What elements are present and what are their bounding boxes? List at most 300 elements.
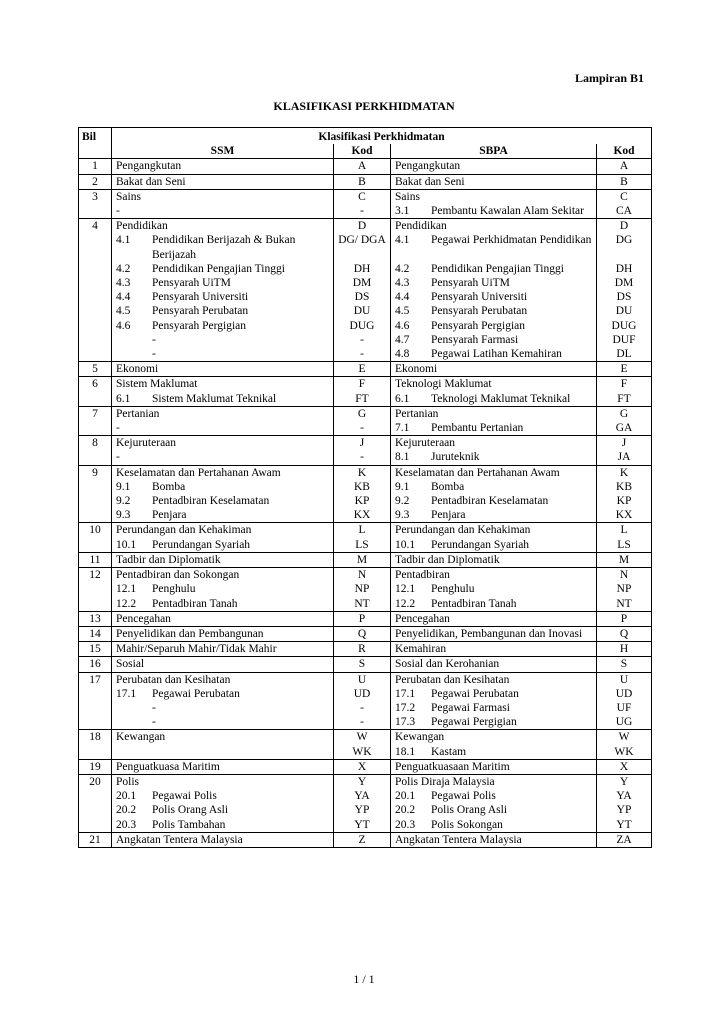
ssm-cell-label: Pendidikan Pengajian Tinggi bbox=[152, 262, 285, 275]
table-row bbox=[79, 189, 652, 204]
sbpa-kod: DL bbox=[616, 348, 632, 361]
sbpa-cell-number: 9.1 bbox=[395, 480, 410, 493]
ssm-kod: B bbox=[358, 175, 366, 188]
ssm-cell-number: 4.6 bbox=[116, 319, 131, 332]
ssm-kod: LS bbox=[355, 538, 369, 551]
sbpa-cell bbox=[391, 582, 597, 596]
ssm-cell bbox=[112, 626, 334, 641]
sbpa-cell bbox=[391, 494, 597, 508]
table-row bbox=[79, 715, 652, 730]
ssm-cell-label bbox=[152, 421, 331, 435]
ssm-cell-label: Mahir/Separuh Mahir/Tidak Mahir bbox=[116, 643, 277, 656]
sbpa-cell-label: Pembantu Kawalan Alam Sekitar bbox=[431, 205, 584, 218]
ssm-cell bbox=[112, 421, 334, 436]
bil-cell bbox=[79, 465, 112, 480]
sbpa-cell-label: Kastam bbox=[431, 745, 467, 758]
ssm-kod-cell bbox=[334, 672, 391, 687]
ssm-kod-cell bbox=[334, 657, 391, 672]
bil-cell bbox=[79, 233, 112, 261]
sbpa-kod: D bbox=[619, 220, 629, 233]
ssm-kod-cell bbox=[334, 494, 391, 508]
sbpa-cell-label: Bomba bbox=[431, 480, 465, 493]
sbpa-cell-label: Pensyarah Perubatan bbox=[431, 305, 528, 318]
sbpa-cell bbox=[391, 803, 597, 817]
sbpa-cell bbox=[391, 159, 597, 174]
bil-cell bbox=[79, 701, 112, 715]
ssm-cell bbox=[112, 759, 334, 774]
bil-number: 12 bbox=[89, 569, 101, 582]
ssm-kod-cell bbox=[334, 436, 391, 451]
ssm-kod-cell bbox=[334, 523, 391, 538]
sbpa-kod: UD bbox=[615, 687, 633, 700]
sbpa-kod-cell bbox=[597, 626, 652, 641]
ssm-cell bbox=[112, 174, 334, 189]
bil-cell bbox=[79, 377, 112, 392]
table-row bbox=[79, 538, 652, 553]
sbpa-kod-cell bbox=[597, 672, 652, 687]
ssm-cell-label: Pendidikan Berijazah & Bukan Berijazah bbox=[152, 234, 296, 261]
sbpa-kod-cell bbox=[597, 421, 652, 436]
sbpa-kod-cell bbox=[597, 568, 652, 583]
ssm-cell-number: 20.3 bbox=[116, 818, 137, 831]
sbpa-cell bbox=[391, 715, 597, 730]
ssm-cell-number: 10.1 bbox=[116, 538, 137, 551]
sbpa-kod-cell bbox=[597, 333, 652, 347]
table-row bbox=[79, 597, 652, 612]
ssm-cell bbox=[112, 304, 334, 318]
table-row bbox=[79, 552, 652, 567]
sbpa-cell-number: 17.2 bbox=[395, 701, 416, 714]
ssm-cell-number: 4.5 bbox=[116, 305, 131, 318]
ssm-kod: - bbox=[360, 205, 364, 218]
sbpa-kod-cell bbox=[597, 642, 652, 657]
ssm-cell-label: Perubatan dan Kesihatan bbox=[116, 673, 231, 686]
ssm-cell-label: Pegawai Polis bbox=[152, 790, 217, 803]
table-row bbox=[79, 582, 652, 596]
ssm-cell bbox=[112, 347, 334, 362]
sbpa-cell-label: Pegawai Latihan Kemahiran bbox=[431, 348, 562, 361]
bil-number: 8 bbox=[92, 437, 98, 450]
sbpa-cell-number: 6.1 bbox=[395, 392, 410, 405]
sbpa-kod: KP bbox=[616, 495, 632, 508]
ssm-cell bbox=[112, 465, 334, 480]
sbpa-kod: L bbox=[620, 524, 628, 537]
ssm-cell-label: Pentadbiran Keselamatan bbox=[152, 495, 270, 508]
sbpa-cell bbox=[391, 611, 597, 626]
sbpa-cell bbox=[391, 523, 597, 538]
ssm-kod: YT bbox=[354, 818, 370, 831]
ssm-cell-label: Pensyarah UiTM bbox=[152, 277, 231, 290]
header-sbpa-kod: Kod bbox=[597, 144, 652, 159]
ssm-kod-cell bbox=[334, 189, 391, 204]
sbpa-kod-cell bbox=[597, 832, 652, 847]
sbpa-cell-label: Polis Diraja Malaysia bbox=[395, 775, 495, 788]
bil-cell bbox=[79, 657, 112, 672]
sbpa-cell-label: Juruteknik bbox=[431, 451, 480, 464]
ssm-cell-number: 9.3 bbox=[116, 509, 131, 522]
sbpa-cell bbox=[391, 538, 597, 553]
sbpa-cell-label: Pencegahan bbox=[395, 612, 450, 625]
sbpa-cell bbox=[391, 304, 597, 318]
sbpa-cell-label: Kewangan bbox=[395, 731, 445, 744]
sbpa-cell bbox=[391, 189, 597, 204]
ssm-cell-label: Pensyarah Perubatan bbox=[152, 305, 249, 318]
ssm-kod-cell bbox=[334, 304, 391, 318]
ssm-cell-number: 12.1 bbox=[116, 583, 137, 596]
ssm-kod: DH bbox=[353, 262, 371, 275]
ssm-cell bbox=[112, 730, 334, 745]
ssm-cell bbox=[112, 219, 334, 234]
bil-cell bbox=[79, 159, 112, 174]
sbpa-kod-cell bbox=[597, 538, 652, 553]
bil-cell bbox=[79, 759, 112, 774]
ssm-kod: FT bbox=[355, 392, 369, 405]
ssm-cell-label: Kewangan bbox=[116, 731, 166, 744]
sbpa-kod: A bbox=[619, 160, 629, 173]
ssm-kod: DUG bbox=[349, 319, 375, 332]
bil-cell bbox=[79, 406, 112, 421]
sbpa-kod: S bbox=[620, 658, 628, 671]
ssm-cell bbox=[112, 568, 334, 583]
bil-number: 21 bbox=[89, 833, 101, 846]
table-row bbox=[79, 304, 652, 318]
ssm-cell bbox=[112, 597, 334, 612]
bil-cell bbox=[79, 597, 112, 612]
ssm-cell bbox=[112, 362, 334, 377]
sbpa-cell-number: 4.8 bbox=[395, 348, 410, 361]
ssm-kod: P bbox=[358, 612, 366, 625]
sbpa-cell-label: Polis Sokongan bbox=[431, 818, 503, 831]
ssm-kod: Z bbox=[358, 833, 366, 846]
sbpa-kod-cell bbox=[597, 730, 652, 745]
sbpa-kod-cell bbox=[597, 803, 652, 817]
sbpa-cell-label: Pegawai Pergigian bbox=[431, 716, 517, 729]
sbpa-kod-cell bbox=[597, 262, 652, 276]
sbpa-cell-label: Penghulu bbox=[431, 583, 475, 596]
sbpa-kod-cell bbox=[597, 465, 652, 480]
sbpa-kod-cell bbox=[597, 290, 652, 304]
sbpa-cell-number: 18.1 bbox=[395, 745, 416, 758]
ssm-kod-cell bbox=[334, 465, 391, 480]
ssm-cell-number: 12.2 bbox=[116, 597, 137, 610]
sbpa-kod: DS bbox=[616, 291, 632, 304]
bil-cell bbox=[79, 715, 112, 730]
ssm-cell-number: - bbox=[116, 451, 120, 464]
sbpa-kod-cell bbox=[597, 406, 652, 421]
sbpa-kod: H bbox=[619, 643, 629, 656]
bil-cell bbox=[79, 789, 112, 803]
bil-number: 15 bbox=[89, 643, 101, 656]
sbpa-kod: M bbox=[618, 553, 630, 566]
ssm-kod: - bbox=[360, 348, 364, 361]
sbpa-cell bbox=[391, 377, 597, 392]
ssm-kod-cell bbox=[334, 262, 391, 276]
sbpa-cell-label: Pensyarah Universiti bbox=[431, 291, 528, 304]
ssm-kod: A bbox=[357, 160, 367, 173]
ssm-cell bbox=[112, 745, 334, 760]
ssm-kod-cell bbox=[334, 552, 391, 567]
sbpa-kod: DUF bbox=[612, 333, 636, 346]
sbpa-cell-label: Teknologi Maklumat bbox=[395, 378, 492, 391]
bil-number: 7 bbox=[92, 407, 98, 420]
sbpa-kod: G bbox=[619, 407, 629, 420]
sbpa-kod: YA bbox=[616, 790, 632, 803]
bil-number: 17 bbox=[89, 673, 101, 686]
sbpa-kod: DM bbox=[614, 277, 634, 290]
ssm-cell-number: - bbox=[116, 205, 120, 218]
ssm-kod-cell bbox=[334, 319, 391, 333]
ssm-cell-label: Bakat dan Seni bbox=[116, 175, 186, 188]
sbpa-cell bbox=[391, 774, 597, 789]
sbpa-kod: U bbox=[619, 673, 629, 686]
ssm-cell bbox=[112, 276, 334, 290]
ssm-kod-cell bbox=[334, 377, 391, 392]
ssm-kod-cell bbox=[334, 730, 391, 745]
ssm-cell-number: - bbox=[116, 422, 120, 435]
sbpa-cell-label: Perundangan dan Kehakiman bbox=[395, 524, 531, 537]
page-number: 1 / 1 bbox=[353, 972, 375, 986]
ssm-cell bbox=[112, 508, 334, 523]
bil-cell bbox=[79, 552, 112, 567]
sbpa-kod: UF bbox=[616, 701, 632, 714]
bil-cell bbox=[79, 436, 112, 451]
ssm-kod-cell bbox=[334, 789, 391, 803]
sbpa-kod: YT bbox=[616, 818, 632, 831]
sbpa-kod: B bbox=[620, 175, 628, 188]
ssm-cell-number: 20.1 bbox=[116, 790, 137, 803]
bil-cell bbox=[79, 290, 112, 304]
ssm-kod: N bbox=[357, 569, 367, 582]
ssm-cell-number: 9.2 bbox=[116, 495, 131, 508]
ssm-kod: - bbox=[360, 716, 364, 729]
table-row bbox=[79, 262, 652, 276]
sbpa-cell-label: Pentadbiran bbox=[395, 569, 450, 582]
ssm-cell-label: Tadbir dan Diplomatik bbox=[116, 553, 221, 566]
sbpa-cell-number: 12.2 bbox=[395, 597, 416, 610]
ssm-cell-number: 4.1 bbox=[116, 234, 131, 247]
ssm-kod-cell bbox=[334, 642, 391, 657]
ssm-cell bbox=[112, 715, 334, 730]
bil-cell bbox=[79, 362, 112, 377]
ssm-cell-label: Penghulu bbox=[152, 583, 196, 596]
sbpa-kod-cell bbox=[597, 233, 652, 261]
sbpa-cell-number: 4.2 bbox=[395, 262, 410, 275]
sbpa-cell bbox=[391, 362, 597, 377]
header-ssm: SSM bbox=[112, 144, 334, 159]
ssm-kod: E bbox=[358, 363, 366, 376]
ssm-kod-cell bbox=[334, 219, 391, 234]
sbpa-kod-cell bbox=[597, 582, 652, 596]
sbpa-kod-cell bbox=[597, 392, 652, 407]
table-row bbox=[79, 436, 652, 451]
sbpa-cell-number: 17.3 bbox=[395, 716, 416, 729]
bil-number: 1 bbox=[92, 160, 98, 173]
sbpa-kod-cell bbox=[597, 347, 652, 362]
table-row bbox=[79, 701, 652, 715]
sbpa-kod: NT bbox=[616, 597, 632, 610]
bil-cell bbox=[79, 568, 112, 583]
bil-number: 5 bbox=[92, 363, 98, 376]
sbpa-kod: UG bbox=[615, 716, 633, 729]
ssm-cell-number: 4.3 bbox=[116, 277, 131, 290]
ssm-cell-label: - bbox=[152, 348, 156, 361]
ssm-kod-cell bbox=[334, 687, 391, 701]
sbpa-kod: DH bbox=[615, 262, 633, 275]
ssm-kod-cell bbox=[334, 362, 391, 377]
sbpa-cell-number: 7.1 bbox=[395, 422, 410, 435]
ssm-cell bbox=[112, 657, 334, 672]
bil-cell bbox=[79, 774, 112, 789]
sbpa-cell-label: Teknologi Maklumat Teknikal bbox=[431, 392, 571, 405]
sbpa-cell bbox=[391, 204, 597, 219]
table-row bbox=[79, 159, 652, 174]
table-row bbox=[79, 333, 652, 347]
table-row bbox=[79, 406, 652, 421]
ssm-cell-label: Pentadbiran Tanah bbox=[152, 597, 238, 610]
sbpa-kod-cell bbox=[597, 523, 652, 538]
ssm-kod: DM bbox=[352, 277, 372, 290]
sbpa-kod-cell bbox=[597, 745, 652, 760]
sbpa-kod: W bbox=[618, 731, 630, 744]
bil-number: 3 bbox=[92, 190, 98, 203]
ssm-kod-cell bbox=[334, 611, 391, 626]
sbpa-cell-number: 8.1 bbox=[395, 451, 410, 464]
bil-cell bbox=[79, 494, 112, 508]
ssm-cell-label: Polis bbox=[116, 775, 140, 788]
ssm-kod: - bbox=[360, 451, 364, 464]
sbpa-cell bbox=[391, 508, 597, 523]
table-row bbox=[79, 687, 652, 701]
sbpa-cell bbox=[391, 687, 597, 701]
bil-number: 18 bbox=[89, 731, 101, 744]
sbpa-cell-number: 17.1 bbox=[395, 687, 416, 700]
bil-cell bbox=[79, 262, 112, 276]
sbpa-cell-number: 4.6 bbox=[395, 319, 410, 332]
ssm-kod: G bbox=[357, 407, 367, 420]
bil-number: 2 bbox=[92, 175, 98, 188]
header-ssm-kod: Kod bbox=[334, 144, 391, 159]
bil-number: 9 bbox=[92, 466, 98, 479]
sbpa-kod: E bbox=[620, 363, 628, 376]
ssm-cell bbox=[112, 803, 334, 817]
sbpa-cell bbox=[391, 745, 597, 760]
ssm-cell-number: 4.2 bbox=[116, 262, 131, 275]
ssm-cell bbox=[112, 672, 334, 687]
ssm-cell bbox=[112, 832, 334, 847]
ssm-cell bbox=[112, 523, 334, 538]
ssm-kod: NP bbox=[354, 583, 370, 596]
sbpa-cell-label: Pendidikan bbox=[395, 220, 447, 233]
sbpa-cell-number: 10.1 bbox=[395, 538, 416, 551]
ssm-kod: R bbox=[358, 643, 366, 656]
ssm-cell-label: - bbox=[152, 333, 156, 346]
ssm-kod: C bbox=[358, 190, 366, 203]
sbpa-cell-label: Pembantu Pertanian bbox=[431, 422, 524, 435]
sbpa-kod: DU bbox=[615, 305, 633, 318]
bil-cell bbox=[79, 818, 112, 833]
ssm-cell-label: Pentadbiran dan Sokongan bbox=[116, 569, 240, 582]
sbpa-cell-label: Kemahiran bbox=[395, 643, 447, 656]
ssm-kod: Q bbox=[357, 627, 367, 640]
ssm-cell-label: Penyelidikan dan Pembangunan bbox=[116, 627, 264, 640]
bil-number: 4 bbox=[92, 220, 98, 233]
sbpa-cell bbox=[391, 759, 597, 774]
sbpa-cell-number: 4.7 bbox=[395, 333, 410, 346]
ssm-kod: W bbox=[356, 731, 368, 744]
bil-cell bbox=[79, 450, 112, 465]
ssm-cell bbox=[112, 159, 334, 174]
sbpa-kod: FT bbox=[617, 392, 631, 405]
header-bil: Bil bbox=[79, 128, 112, 159]
ssm-kod: U bbox=[357, 673, 367, 686]
bil-cell bbox=[79, 508, 112, 523]
table-row bbox=[79, 568, 652, 583]
ssm-kod: L bbox=[358, 524, 366, 537]
sbpa-cell-number: 20.3 bbox=[395, 818, 416, 831]
sbpa-cell-number: 4.1 bbox=[395, 234, 410, 247]
sbpa-cell-label: Pendidikan Pengajian Tinggi bbox=[431, 262, 564, 275]
sbpa-cell bbox=[391, 406, 597, 421]
sbpa-cell bbox=[391, 818, 597, 833]
sbpa-cell-label: Penjara bbox=[431, 509, 466, 522]
ssm-cell bbox=[112, 480, 334, 494]
sbpa-cell-label: Polis Orang Asli bbox=[431, 804, 508, 817]
sbpa-kod-cell bbox=[597, 774, 652, 789]
ssm-cell bbox=[112, 789, 334, 803]
ssm-cell-label: Sistem Maklumat bbox=[116, 378, 198, 391]
sbpa-kod-cell bbox=[597, 276, 652, 290]
lampiran-label: Lampiran B1 bbox=[574, 71, 644, 85]
ssm-kod-cell bbox=[334, 759, 391, 774]
ssm-cell-label: Pensyarah Universiti bbox=[152, 291, 249, 304]
ssm-cell-label: Kejuruteraan bbox=[116, 437, 177, 450]
sbpa-kod: NP bbox=[616, 583, 632, 596]
sbpa-kod: KX bbox=[615, 509, 633, 522]
sbpa-cell-label: Tadbir dan Diplomatik bbox=[395, 553, 500, 566]
bil-cell bbox=[79, 421, 112, 436]
sbpa-cell bbox=[391, 233, 597, 261]
table-row bbox=[79, 774, 652, 789]
table-row bbox=[79, 290, 652, 304]
sbpa-kod-cell bbox=[597, 818, 652, 833]
table-row bbox=[79, 450, 652, 465]
ssm-kod-cell bbox=[334, 597, 391, 612]
ssm-cell-label: Perundangan Syariah bbox=[152, 538, 251, 551]
sbpa-cell bbox=[391, 276, 597, 290]
ssm-cell bbox=[112, 262, 334, 276]
ssm-kod-cell bbox=[334, 480, 391, 494]
ssm-cell-number: 4.4 bbox=[116, 291, 131, 304]
sbpa-cell-label: Pentadbiran Keselamatan bbox=[431, 495, 549, 508]
ssm-cell bbox=[112, 233, 334, 261]
bil-cell bbox=[79, 304, 112, 318]
bil-cell bbox=[79, 480, 112, 494]
ssm-kod: YA bbox=[354, 790, 370, 803]
ssm-cell bbox=[112, 204, 334, 219]
sbpa-kod: C bbox=[620, 190, 628, 203]
ssm-cell-label: Penjara bbox=[152, 509, 187, 522]
sbpa-cell bbox=[391, 219, 597, 234]
ssm-kod-cell bbox=[334, 174, 391, 189]
ssm-cell bbox=[112, 436, 334, 451]
sbpa-cell bbox=[391, 290, 597, 304]
sbpa-cell-label: Pensyarah Farmasi bbox=[431, 333, 519, 346]
sbpa-cell-number: 20.2 bbox=[395, 804, 416, 817]
bil-cell bbox=[79, 730, 112, 745]
ssm-kod-cell bbox=[334, 290, 391, 304]
sbpa-cell-number: 4.4 bbox=[395, 291, 410, 304]
ssm-cell-label: Perundangan dan Kehakiman bbox=[116, 524, 252, 537]
